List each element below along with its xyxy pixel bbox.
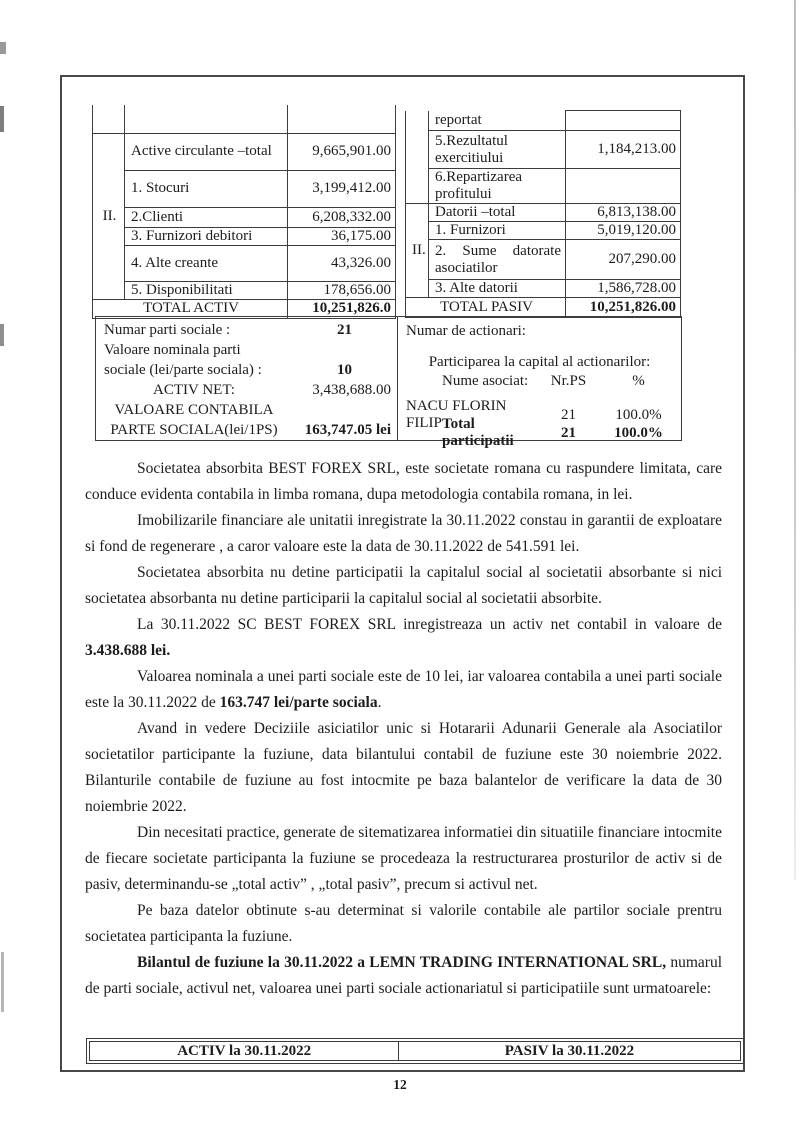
scan-artifact-left-mark (0, 324, 4, 346)
total-pasiv-value: 10,251,826.00 (566, 298, 681, 318)
table-row (93, 227, 396, 245)
row-label: 4. Alte creante (125, 245, 288, 281)
total-pasiv-label: TOTAL PASIV (406, 298, 566, 318)
row-label: 3. Alte datorii (429, 280, 566, 298)
row-value: 6,813,138.00 (566, 204, 681, 222)
table-row (93, 133, 396, 170)
total-pasiv-row (406, 298, 681, 318)
activ-section-label: II. (93, 133, 125, 299)
paragraph: Societatea absorbita BEST FOREX SRL, este societate romana cu raspundere limitata, care conduce evidenta contabila in limba romana, dupa metodologia contabila romana, in lei. (85, 460, 722, 503)
table-row (93, 281, 396, 299)
paragraph: Din necesitati practice, generate de sitematizarea informatiei din situatiile financiare intocmite de fiecare societate participanta la fuziune se procedeaza la restructurarea prosturilor de activ si de pasiv, determinandu-se „total activ” , „total pasiv”, precum si activul net. (85, 824, 722, 893)
shareholders-total-row: Total participatii 21 100.0% (442, 416, 663, 449)
paragraph: Pe baza datelor obtinute s-au determinat si valorile contabile ale partilor sociale prentru societatea participanta la fuziune. (85, 902, 722, 945)
paragraph: Bilantul de fuziune la 30.11.2022 a LEMN TRADING INTERNATIONAL SRL, numarul de parti sociale, activul net, valoarea unei parti sociale actionariatul si participatiile sunt urmatoarele: (85, 954, 722, 997)
row-label: Datorii –total (429, 204, 566, 222)
share-info-row: Valoare nominala parti (104, 341, 241, 358)
table-row (93, 207, 396, 227)
shareholders-col-headers: Nume asociat: Nr.PS % (442, 372, 645, 389)
row-label: Active circulante –total (125, 133, 288, 170)
activ-header-cell: ACTIV la 30.11.2022 (89, 1041, 399, 1061)
scan-artifact-left-mark (1, 952, 4, 1012)
table-row (406, 131, 681, 169)
page-number: 12 (393, 1077, 407, 1092)
shareholders-panel (398, 317, 681, 449)
total-activ-label: TOTAL ACTIV (93, 299, 288, 318)
row-value (566, 111, 681, 131)
table-row (406, 169, 681, 204)
share-info-row: Numar parti sociale : 21 (104, 321, 352, 338)
scan-artifact-left-mark (0, 42, 6, 54)
paragraph: Imobilizarile financiare ale unitatii inregistrate la 30.11.2022 constau in garantii de exploatare si fond de regenerare , a caror valoare este la data de 30.11.2022 de 541.591 lei. (85, 512, 722, 555)
paragraph: Societatea absorbita nu detine participatii la capitalul social al societatii absorbante si nici societatea absorbanta nu detine participarii la capitalul social al societatii absorbite. (85, 564, 722, 607)
share-info-row: ACTIV NET: 3,438,688.00 (153, 381, 391, 398)
table-row (406, 111, 681, 131)
row-label: 2. Sume datorate asociatilor (429, 240, 566, 280)
row-value: 6,208,332.00 (288, 207, 396, 227)
row-value: 207,290.00 (566, 240, 681, 280)
share-info-box (95, 316, 682, 449)
row-label: 1. Stocuri (125, 170, 288, 207)
share-info-row: PARTE SOCIALA(lei/1PS) 163,747.05 lei (110, 421, 391, 438)
table-row (93, 245, 396, 281)
total-activ-value: 10,251,826.0 (288, 299, 396, 318)
row-label: 5.Rezultatul exercitiului (429, 131, 566, 169)
row-label: 3. Furnizori debitori (125, 227, 288, 245)
row-value: 1,586,728.00 (566, 280, 681, 298)
row-value (566, 169, 681, 204)
pasiv-section-label: II. (406, 204, 429, 298)
fusion-balance-header-table (86, 1038, 744, 1064)
row-value: 1,184,213.00 (566, 131, 681, 169)
table-row (406, 204, 681, 222)
pasiv-header-cell: PASIV la 30.11.2022 (398, 1041, 741, 1061)
row-label: 6.Repartizarea profitului (429, 169, 566, 204)
table-row (406, 280, 681, 298)
shareholder-row: NACU FLORIN FILIP 21 100.0% (406, 398, 662, 431)
table-row (93, 170, 396, 207)
row-label: 5. Disponibilitati (125, 281, 288, 299)
document-body (85, 456, 722, 1036)
share-info-row: sociale (lei/parte sociala) : 10 (104, 361, 352, 378)
row-value: 3,199,412.00 (288, 170, 396, 207)
row-label: 1. Furnizori (429, 222, 566, 240)
row-label: reportat (429, 111, 566, 131)
scan-artifact-right-line (794, 0, 796, 880)
paragraph: Avand in vedere Deciziile asiciatilor unic si Hotararii Adunarii Generale ala Asociatilor societatilor participante la fuziune, data bilantului contabil de fuziune este 30 noiembrie 2022. Bilanturile contabile de fuziune au fost intocmite pe baza balantelor de verificare la data de 30 noiembrie 2022. (85, 720, 722, 815)
activ-table (92, 105, 396, 319)
row-value: 36,175.00 (288, 227, 396, 245)
table-row (406, 240, 681, 280)
scan-artifact-left-mark (0, 106, 4, 132)
paragraph: Valoarea nominala a unei parti sociale este de 10 lei, iar valoarea contabila a unei parti sociale este la 30.11.2022 de 163.747 lei/parte sociala. (85, 668, 722, 711)
row-value: 178,656.00 (288, 281, 396, 299)
share-info-left (96, 317, 398, 440)
row-value: 5,019,120.00 (566, 222, 681, 240)
table-row (93, 105, 396, 133)
share-info-row: VALOARE CONTABILA (114, 401, 274, 418)
pasiv-table (405, 110, 681, 318)
participation-subheading: Participarea la capital al actionarilor: (428, 354, 651, 370)
shareholders-heading: Numar de actionari: (406, 322, 526, 339)
table-row (406, 222, 681, 240)
row-value: 43,326.00 (288, 245, 396, 281)
row-label: 2.Clienti (125, 207, 288, 227)
row-value: 9,665,901.00 (288, 133, 396, 170)
paragraph: La 30.11.2022 SC BEST FOREX SRL inregistreaza un activ net contabil in valoare de 3.438.688 lei. (85, 616, 722, 659)
